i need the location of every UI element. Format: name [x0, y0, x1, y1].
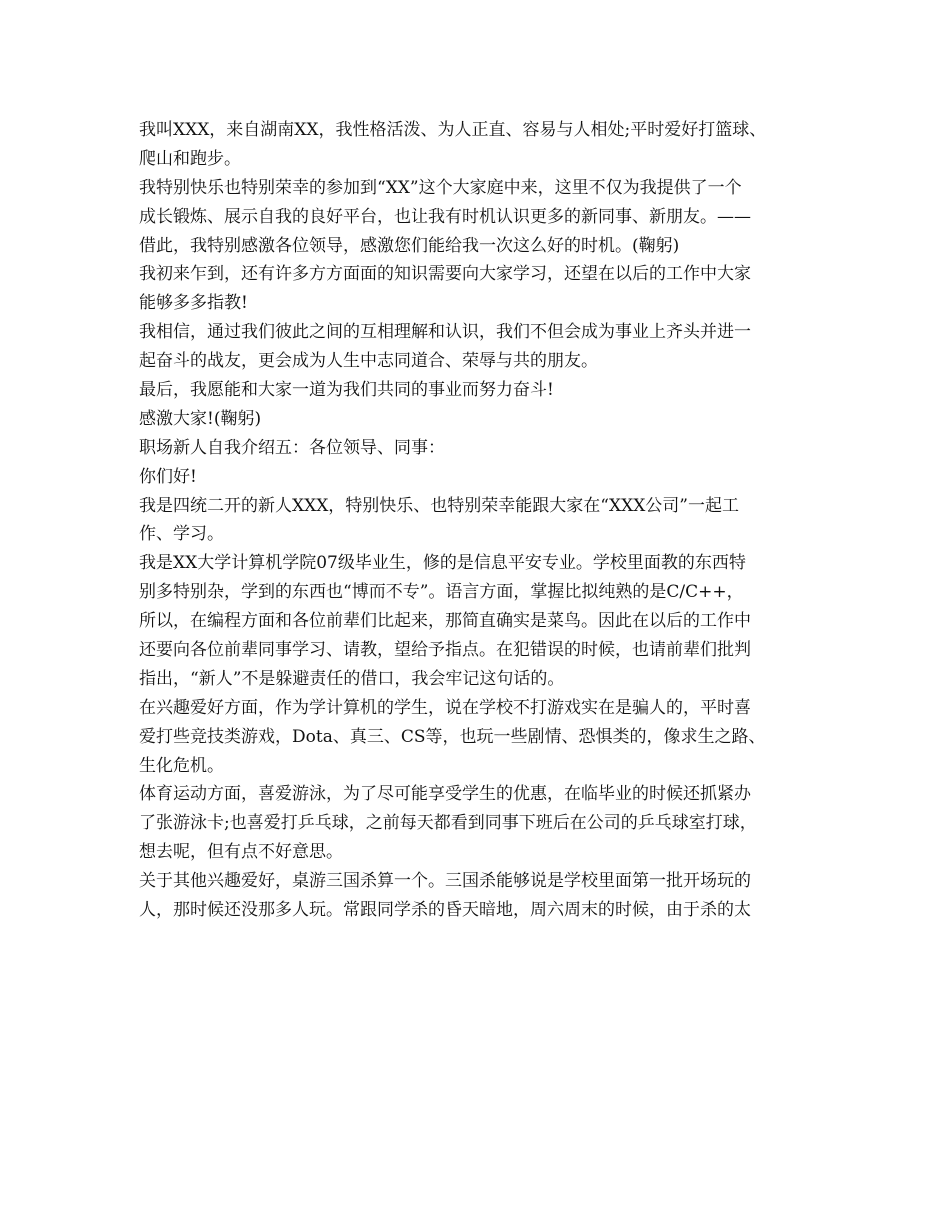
text-line: 人，那时候还没那多人玩。常跟同学杀的昏天暗地，周六周末的时候，由于杀的太 [139, 900, 751, 921]
text-line: 借此，我特别感激各位领导，感激您们能给我一次这么好的时机。(鞠躬) [139, 235, 680, 256]
text-line: 生化危机。 [139, 755, 224, 776]
text-line: 起奋斗的战友，更会成为人生中志同道合、荣辱与共的朋友。 [139, 351, 598, 372]
text-line: 职场新人自我介绍五：各位领导、同事： [139, 437, 445, 458]
text-line: 作、学习。 [139, 524, 224, 545]
document-body [139, 116, 839, 925]
text-line: 指出，“新人”不是躲避责任的借口，我会牢记这句话的。 [139, 668, 565, 689]
text-line: 别多特别杂，学到的东西也“博而不专”。语言方面，掌握比拟纯熟的是C/C++， [139, 582, 744, 603]
text-line: 在兴趣爱好方面，作为学计算机的学生，说在学校不打游戏实在是骗人的，平时喜 [139, 697, 751, 718]
text-line: 我初来乍到，还有许多方方面面的知识需要向大家学习，还望在以后的工作中大家 [139, 264, 751, 285]
text-line: 我是XX大学计算机学院07级毕业生，修的是信息平安专业。学校里面教的东西特 [139, 553, 746, 574]
text-line: 你们好! [139, 466, 197, 487]
text-line: 最后，我愿能和大家一道为我们共同的事业而努力奋斗! [139, 380, 554, 401]
text-line: 成长锻炼、展示自我的良好平台，也让我有时机认识更多的新同事、新朋友。—— [139, 206, 751, 227]
text-line: 所以，在编程方面和各位前辈们比起来，那简直确实是菜鸟。因此在以后的工作中 [139, 611, 751, 632]
text-line: 了张游泳卡;也喜爱打乒乓球，之前每天都看到同事下班后在公司的乒乓球室打球， [139, 813, 757, 834]
text-line: 能够多多指教! [139, 293, 248, 314]
text-line: 爱打些竞技类游戏，Dota、真三、CS等，也玩一些剧情、恐惧类的，像求生之路、 [139, 726, 766, 747]
text-line: 我特别快乐也特别荣幸的参加到“XX”这个大家庭中来，这里不仅为我提供了一个 [139, 177, 742, 198]
text-line: 体育运动方面，喜爱游泳，为了尽可能享受学生的优惠，在临毕业的时候还抓紧办 [139, 784, 751, 805]
text-line: 想去呢，但有点不好意思。 [139, 842, 343, 863]
text-line: 我是四统二开的新人XXX，特别快乐、也特别荣幸能跟大家在“XXX公司”一起工 [139, 495, 739, 516]
text-line: 我相信，通过我们彼此之间的互相理解和认识，我们不但会成为事业上齐头并进一 [139, 322, 751, 343]
text-line: 关于其他兴趣爱好，桌游三国杀算一个。三国杀能够说是学校里面第一批开场玩的 [139, 871, 751, 892]
text-line: 感激大家!(鞠躬) [139, 408, 262, 429]
text-line: 爬山和跑步。 [139, 148, 241, 169]
text-line: 还要向各位前辈同事学习、请教，望给予指点。在犯错误的时候，也请前辈们批判 [139, 640, 751, 661]
text-line: 我叫XXX，来自湖南XX，我性格活泼、为人正直、容易与人相处;平时爱好打篮球、 [139, 120, 767, 140]
